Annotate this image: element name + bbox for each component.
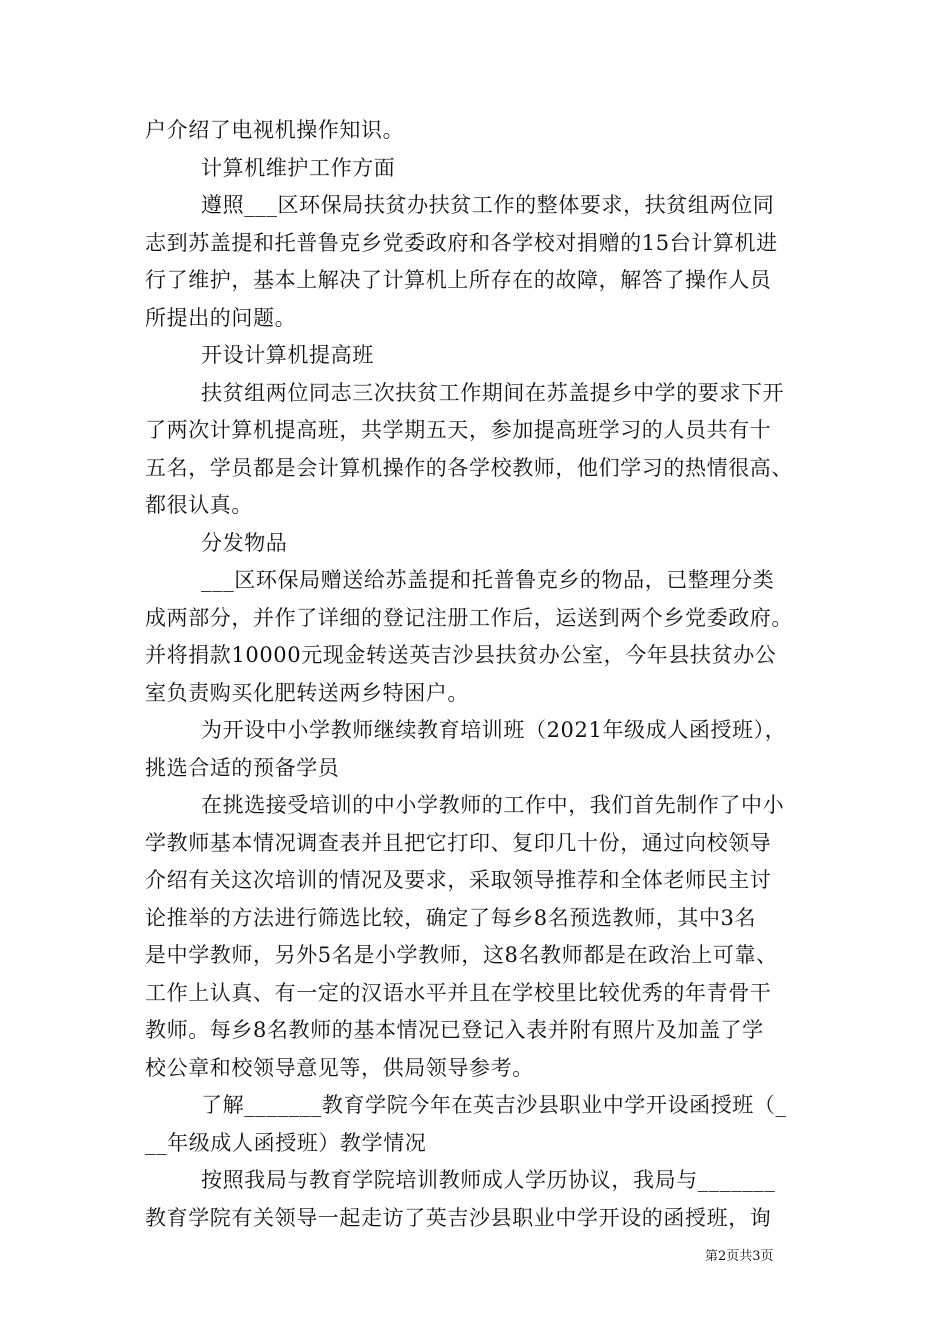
body-line: 遵照___区环保局扶贫办扶贫工作的整体要求，扶贫组两位同 (201, 193, 775, 217)
section-heading: 了解_______教育学院今年在英吉沙县职业中学开设函授班（_ (201, 1093, 787, 1117)
body-line: 五名，学员都是会计算机操作的各学校教师，他们学习的热情很高、 (145, 455, 793, 480)
body-line: 并将捐款10000元现金转送英吉沙县扶贫办公室，今年县扶贫办公 (145, 643, 777, 667)
body-line: 是中学教师，另外5名是小学教师，这8名教师都是在政治上可靠、 (145, 943, 778, 967)
body-line: 志到苏盖提和托普鲁克乡党委政府和各学校对捐赠的15台计算机进 (145, 230, 778, 255)
section-heading: 开设计算机提高班 (201, 343, 374, 367)
body-line: 教师。每乡8名教师的基本情况已登记入表并附有照片及加盖了学 (145, 1018, 764, 1042)
section-heading: 计算机维护工作方面 (201, 155, 396, 180)
body-line: 在挑选接受培训的中小学教师的工作中，我们首先制作了中小 (201, 793, 785, 817)
body-line: 扶贫组两位同志三次扶贫工作期间在苏盖提乡中学的要求下开 (201, 380, 785, 405)
body-line: 行了维护，基本上解决了计算机上所存在的故障，解答了操作人员 (145, 268, 772, 292)
section-heading: __年级成人函授班）教学情况 (145, 1130, 427, 1155)
body-line: 学教师基本情况调查表并且把它打印、复印几十份，通过向校领导 (145, 830, 772, 855)
body-line: 成两部分，并作了详细的登记注册工作后，运送到两个乡党委政府。 (145, 605, 793, 630)
body-line: 校公章和校领导意见等，供局领导参考。 (145, 1055, 534, 1080)
body-line: 了两次计算机提高班，共学期五天，参加提高班学习的人员共有十 (145, 418, 772, 442)
section-heading: 分发物品 (201, 530, 288, 555)
body-line: 介绍有关这次培训的情况及要求，采取领导推荐和全体老师民主讨 (145, 868, 772, 892)
body-line: 按照我局与教育学院培训教师成人学历协议，我局与_______ (201, 1168, 776, 1192)
body-line: 户介绍了电视机操作知识。 (145, 118, 405, 142)
body-line: 教育学院有关领导一起走访了英吉沙县职业中学开设的函授班，询 (145, 1205, 772, 1230)
body-line: 工作上认真、有一定的汉语水平并且在学校里比较优秀的年青骨干 (145, 980, 772, 1005)
body-line: 论推举的方法进行筛选比较，确定了每乡8名预选教师，其中3名 (145, 905, 757, 930)
body-line: 都很认真。 (145, 493, 253, 517)
section-heading: 挑选合适的预备学员 (145, 755, 340, 780)
page-number: 第2页共3页 (705, 1249, 774, 1264)
body-line: 所提出的问题。 (145, 305, 297, 330)
body-line: 室负责购买化肥转送两乡特困户。 (145, 680, 469, 705)
section-heading: 为开设中小学教师继续教育培训班（2021年级成人函授班）， (201, 718, 787, 742)
body-line: ___区环保局赠送给苏盖提和托普鲁克乡的物品，已整理分类 (201, 568, 775, 592)
document-body (145, 112, 805, 1237)
